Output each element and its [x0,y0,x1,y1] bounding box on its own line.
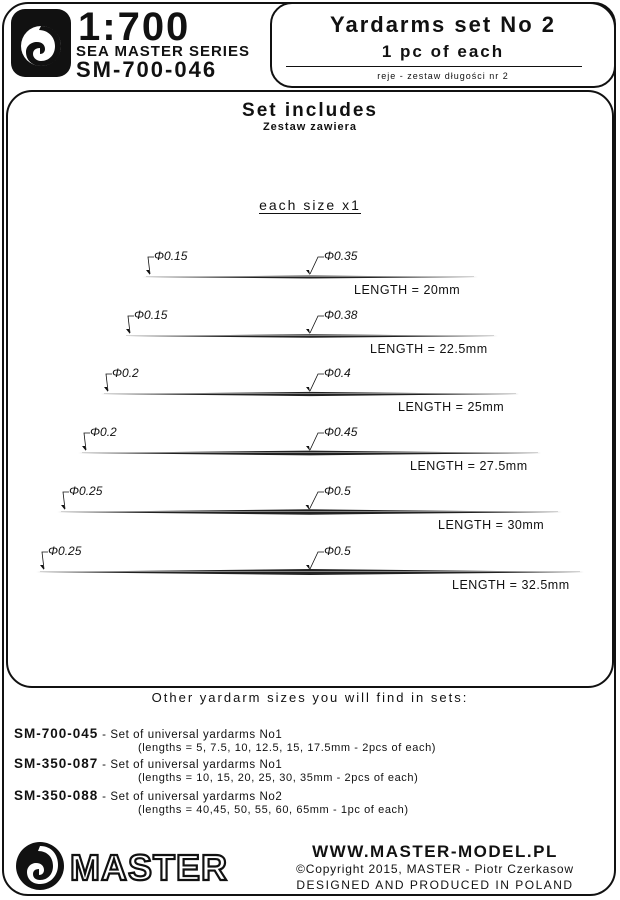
end-diameter-label: Φ0.25 [48,544,82,558]
arrowhead-icon [306,387,310,392]
master-brand-logo [14,838,254,894]
set-code: SM-350-087 [14,756,99,771]
yardarm-rod [78,451,542,456]
dimension-leader [310,433,324,450]
arrowhead-icon [306,505,310,510]
each-size-text: each size x1 [259,197,361,213]
other-set-lengths: (lengths = 5, 7.5, 10, 12.5, 15, 17.5mm - 2pcs of each) [138,742,437,754]
dimension-leader [310,552,324,569]
copyright-text: ©Copyright 2015, MASTER - Piotr Czerkasow [296,862,574,876]
series-label: SEA MASTER SERIES [76,43,250,60]
brand-name: MASTER [70,847,228,888]
mid-diameter-label: Φ0.5 [324,544,351,558]
set-includes-heading-pl: Zestaw zawiera [262,121,358,133]
mid-diameter-label: Φ0.5 [324,484,351,498]
set-includes-heading: Set includes [242,100,378,121]
length-label: LENGTH = 20mm [354,283,461,297]
set-desc: - Set of universal yardarms No1 [98,729,283,741]
other-sets-heading: Other yardarm sizes you will find in sets: [151,690,469,705]
yardarm-rod [142,276,478,279]
yardarm-rod [122,334,498,338]
mid-diameter-label: Φ0.4 [324,366,351,380]
arrowhead-icon [306,270,310,275]
end-diameter-label: Φ0.2 [90,425,117,439]
made-in-text: DESIGNED AND PRODUCED IN POLAND [296,878,574,892]
set-desc: - Set of universal yardarms No2 [98,791,283,803]
dimension-leader [310,374,324,391]
dimension-leader [310,257,324,274]
mid-diameter-label: Φ0.45 [324,425,358,439]
quantity-label: 1 pc of each [381,42,505,61]
other-set-row [14,788,282,803]
yardarm-rod [36,569,584,575]
dimension-leader [310,316,324,333]
length-label: LENGTH = 27.5mm [410,459,528,473]
other-set-row [14,756,282,771]
set-code: SM-350-088 [14,788,99,803]
length-label: LENGTH = 22.5mm [370,342,488,356]
product-title: Yardarms set No 2 [330,12,556,37]
length-label: LENGTH = 32.5mm [452,578,570,592]
other-set-row [14,726,282,741]
other-set-lengths: (lengths = 40,45, 50, 55, 60, 65mm - 1pc of each) [138,804,409,816]
other-set-lengths: (lengths = 10, 15, 20, 25, 30, 35mm - 2pcs of each) [138,772,419,784]
arrowhead-icon [306,329,310,334]
website-link[interactable]: WWW.MASTER-MODEL.PL [312,842,558,861]
yardarm-rod [57,509,562,514]
length-label: LENGTH = 30mm [438,518,545,532]
dimension-leader [310,492,325,509]
set-code: SM-700-045 [14,726,99,741]
end-diameter-label: Φ0.15 [134,308,168,322]
mid-diameter-label: Φ0.35 [324,249,358,263]
polish-title: reje - zestaw długości nr 2 [377,71,509,81]
end-diameter-label: Φ0.15 [154,249,188,263]
scale-label: 1:700 [78,5,191,49]
end-diameter-label: Φ0.25 [69,484,103,498]
arrowhead-icon [306,446,310,451]
set-desc: - Set of universal yardarms No1 [98,759,283,771]
mid-diameter-label: Φ0.38 [324,308,358,322]
product-code: SM-700-046 [76,57,218,82]
end-diameter-label: Φ0.2 [112,366,139,380]
yardarm-rod [100,392,520,396]
length-label: LENGTH = 25mm [398,400,505,414]
